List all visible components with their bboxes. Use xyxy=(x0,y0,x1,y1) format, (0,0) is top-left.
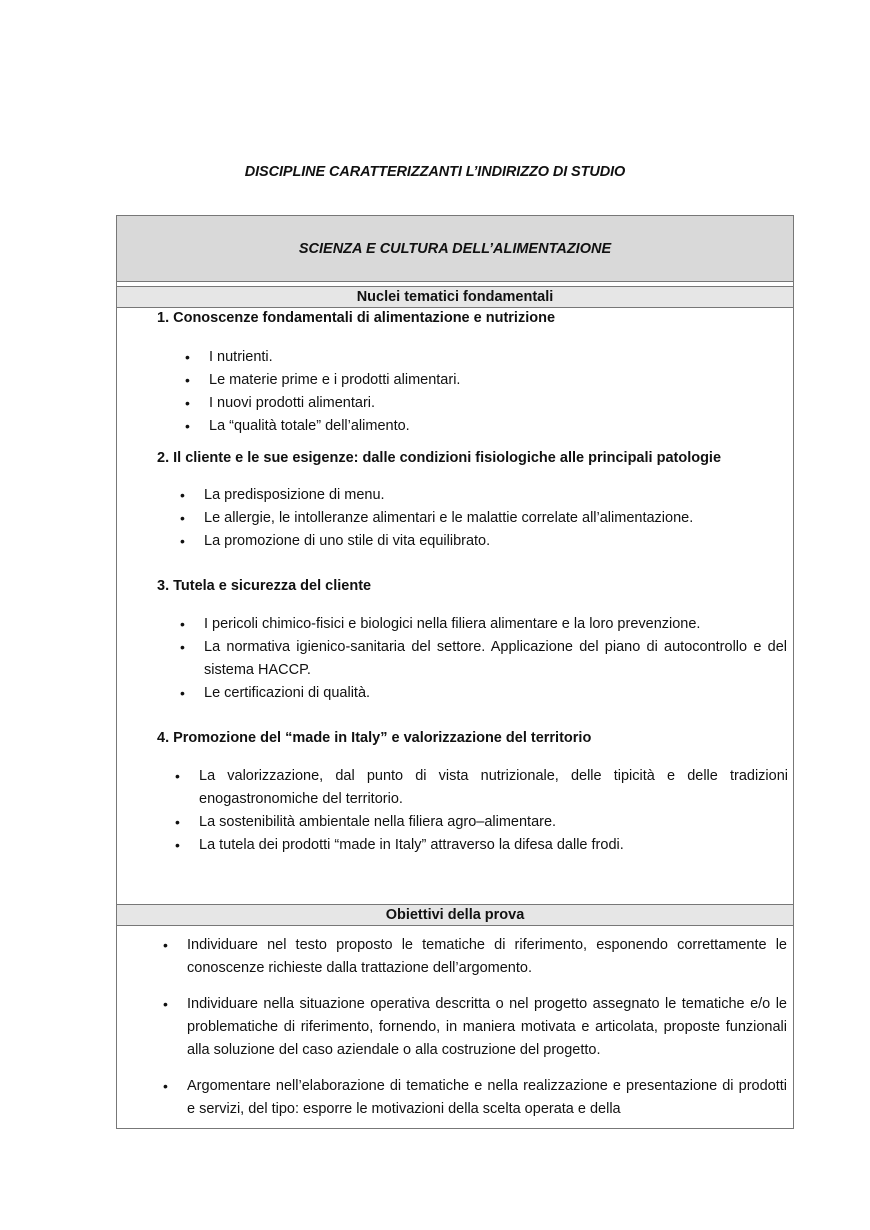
topic-heading: 1. Conoscenze fondamentali di alimentazione e nutrizione xyxy=(157,310,556,326)
list-item: • Le certificazioni di qualità. xyxy=(204,682,787,705)
topic-heading: 2. Il cliente e le sue esigenze: dalle condizioni fisiologiche alle principali patologie xyxy=(157,450,722,466)
topic-list xyxy=(209,346,769,438)
list-item: • Le materie prime e i prodotti alimentari. xyxy=(209,369,769,392)
objective-item: • Individuare nel testo proposto le tematiche di riferimento, esponendo correttamente le conoscenze richieste dalla trattazione dell’argomento. xyxy=(187,934,787,980)
list-item: • La normativa igienico-sanitaria del settore. Applicazione del piano di autocontrollo e del sistema HACCP. xyxy=(204,636,787,682)
topic-list xyxy=(204,613,787,705)
list-item: • Le allergie, le intolleranze alimentari e le malattie correlate all’alimentazione. xyxy=(204,507,784,530)
document-title: DISCIPLINE CARATTERIZZANTI L’INDIRIZZO DI STUDIO xyxy=(244,164,626,180)
nuclei-header: Nuclei tematici fondamentali xyxy=(117,286,793,308)
list-item: • La predisposizione di menu. xyxy=(204,484,784,507)
topic-heading: 4. Promozione del “made in Italy” e valorizzazione del territorio xyxy=(157,730,592,746)
subject-table xyxy=(116,215,794,1129)
list-item: • La sostenibilità ambientale nella filiera agro–alimentare. xyxy=(199,811,788,834)
objective-item: • Argomentare nell’elaborazione di tematiche e nella realizzazione e presentazione di prodotti e servizi, del tipo: esporre le motivazioni della scelta operata e della xyxy=(187,1075,787,1121)
list-item: • I pericoli chimico-fisici e biologici nella filiera alimentare e la loro prevenzione. xyxy=(204,613,787,636)
list-item: • I nutrienti. xyxy=(209,346,769,369)
list-item: • I nuovi prodotti alimentari. xyxy=(209,392,769,415)
topic-heading: 3. Tutela e sicurezza del cliente xyxy=(157,578,372,594)
subject-title: SCIENZA E CULTURA DELL’ALIMENTAZIONE xyxy=(117,216,793,282)
objective-item: • Individuare nella situazione operativa descritta o nel progetto assegnato le tematiche e/o le problematiche di riferimento, fornendo, in maniera motivata e articolata, proposte funzionali alla soluzione del caso aziendale o alla costruzione del progetto. xyxy=(187,993,787,1062)
topic-list xyxy=(199,765,788,857)
list-item: • La promozione di uno stile di vita equilibrato. xyxy=(204,530,784,553)
list-item: • La valorizzazione, dal punto di vista nutrizionale, delle tipicità e delle tradizioni enogastronomiche del territorio. xyxy=(199,765,788,811)
list-item: • La tutela dei prodotti “made in Italy” attraverso la difesa dalle frodi. xyxy=(199,834,788,857)
obiettivi-header: Obiettivi della prova xyxy=(117,904,793,926)
nuclei-section xyxy=(117,308,793,904)
obiettivi-section xyxy=(117,926,793,1121)
list-item: • La “qualità totale” dell’alimento. xyxy=(209,415,769,438)
topic-list xyxy=(204,484,784,553)
